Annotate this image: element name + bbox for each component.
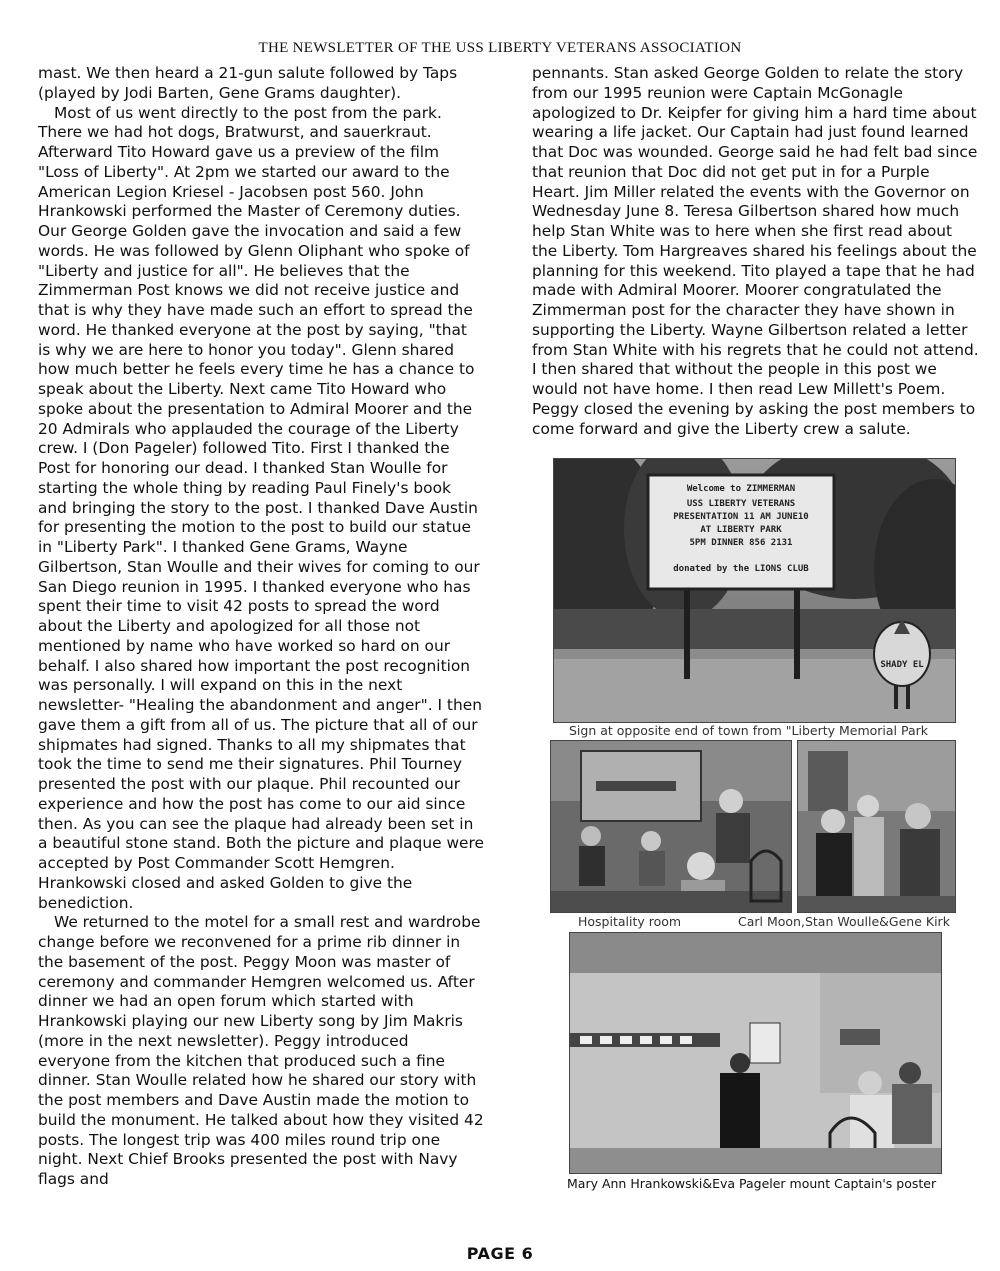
group-photo [797, 740, 956, 913]
poster-photo [569, 932, 942, 1174]
sign-line: donated by the LIONS CLUB [673, 564, 809, 574]
sign-line: AT LIBERTY PARK [700, 525, 782, 535]
poster-photo-image [570, 933, 941, 1173]
right-column [532, 64, 980, 439]
left-column [38, 64, 484, 1190]
hospitality-photo-image [551, 741, 791, 912]
shady-sign-text: SHADY EL [880, 660, 924, 670]
page-number: PAGE 6 [466, 1244, 534, 1263]
sign-photo [553, 458, 956, 723]
sign-line: PRESENTATION 11 AM JUNE10 [673, 512, 809, 522]
sign-line: USS LIBERTY VETERANS [686, 499, 796, 509]
hospitality-photo-caption: Hospitality room [578, 914, 682, 929]
group-photo-caption: Carl Moon,Stan Woulle&Gene Kirk [738, 914, 950, 929]
paragraph: We returned to the motel for a small rest and wardrobe change before we reconvened for a prime rib dinner in the basement of the post. Peggy Moon was master of ceremony and commander Hemgren welcomed us. After dinner we had an open forum which started with Hrankowski playing our new Liberty song by Jim Makris (more in the next newsletter). Peggy introduced everyone from the kitchen that produced such a fine dinner. Stan Woulle related how he shared our story with the post members and Dave Austin made the motion to build the monument. He talked about how they visited 42 posts. The longest trip was 400 miles round trip one night. Next Chief Brooks presented the post with Navy flags and [38, 913, 484, 1188]
paragraph: Most of us went directly to the post from the park. There we had hot dogs, Bratwurst, and sauerkraut. Afterward Tito Howard gave us a preview of the film "Loss of Liberty". At 2pm we started our award to the American Legion Kriesel - Jacobsen post 560. John Hrankowski performed the Master of Ceremony duties. Our George Golden gave the invocation and said a few words. He was followed by Glenn Oliphant who spoke of "Liberty and justice for all". He believes that the Zimmerman Post knows we did not receive justice and that is why they have made such an effort to spread the word. He thanked everyone at the post by saying, "that is why we are here to honor you today". Glenn shared how much better he feels every time he has a chance to speak about the Liberty. Next came Tito Howard who spoke about the presentation to Admiral Moorer and the 20 Admirals who applauded the courage of the Liberty crew. I (Don Pageler) followed Tito. First I thanked the Post for honoring our dead. I thanked Stan Woulle for starting the whole thing by reading Paul Finely's book and bringing the story to the post. I thanked Dave Austin for presenting the motion to the post to build our statue in "Liberty Park". I thanked Gene Grams, Wayne Gilbertson, Stan Woulle and their wives for coming to our San Diego reunion in 1995. I thanked everyone who has spent their time to visit 42 posts to spread the word about the Liberty and apologized for all those not mentioned by name who have worked so hard on our behalf. I also shared how important the post recognition was personally. I will expand on this in the next newsletter- "Healing the abandonment and anger". I then gave them a gift from all of us. The picture that all of our shipmates had signed. Thanks to all my shipmates that took the time to send me their signatures. Phil Tourney presented the post with our plaque. Phil recounted our experience and how the post has come to our aid since then. As you can see the plaque had already been set in a beautiful stone stand. Both the picture and plaque were accepted by Post Commander Scott Hemgren. Hrankowski closed and asked Golden to give the benediction. [38, 103, 484, 912]
group-photo-image [798, 741, 955, 912]
hospitality-photo [550, 740, 792, 913]
poster-photo-caption: Mary Ann Hrankowski&Eva Pageler mount Captain's poster [567, 1176, 937, 1191]
sign-photo-caption: Sign at opposite end of town from "Liberty Memorial Park [569, 723, 929, 738]
paragraph: pennants. Stan asked George Golden to relate the story from our 1995 reunion were Captain McGonagle apologized to Dr. Keipfer for giving him a hard time about wearing a life jacket. Our Captain had just found learned that Doc was wounded. George said he had felt bad since that reunion that Doc did not get put in for a Purple Heart. Jim Miller related the events with the Governor on Wednesday June 8. Teresa Gilbertson shared how much help Stan White was to here when she first read about the Liberty. Tom Hargreaves shared his feelings about the planning for this weekend. Tito played a tape that he had made with Admiral Moorer. Moorer congratulated the Zimmerman post for the character they have shown in supporting the Liberty. Wayne Gilbertson related a letter from Stan White with his regrets that he could not attend. I then shared that without the people in this post we would not have home. I then read Lew Millett's Poem. Peggy closed the evening by asking the post members to come forward and give the Liberty crew a salute. [532, 64, 979, 438]
paragraph: mast. We then heard a 21-gun salute followed by Taps (played by Jodi Barten, Gene Grams daughter). [38, 64, 458, 102]
sign-photo-image [554, 459, 955, 722]
newsletter-header: THE NEWSLETTER OF THE USS LIBERTY VETERANS ASSOCIATION [258, 40, 742, 56]
sign-line: Welcome to ZIMMERMAN [686, 484, 796, 494]
sign-line: 5PM DINNER 856 2131 [689, 538, 793, 548]
